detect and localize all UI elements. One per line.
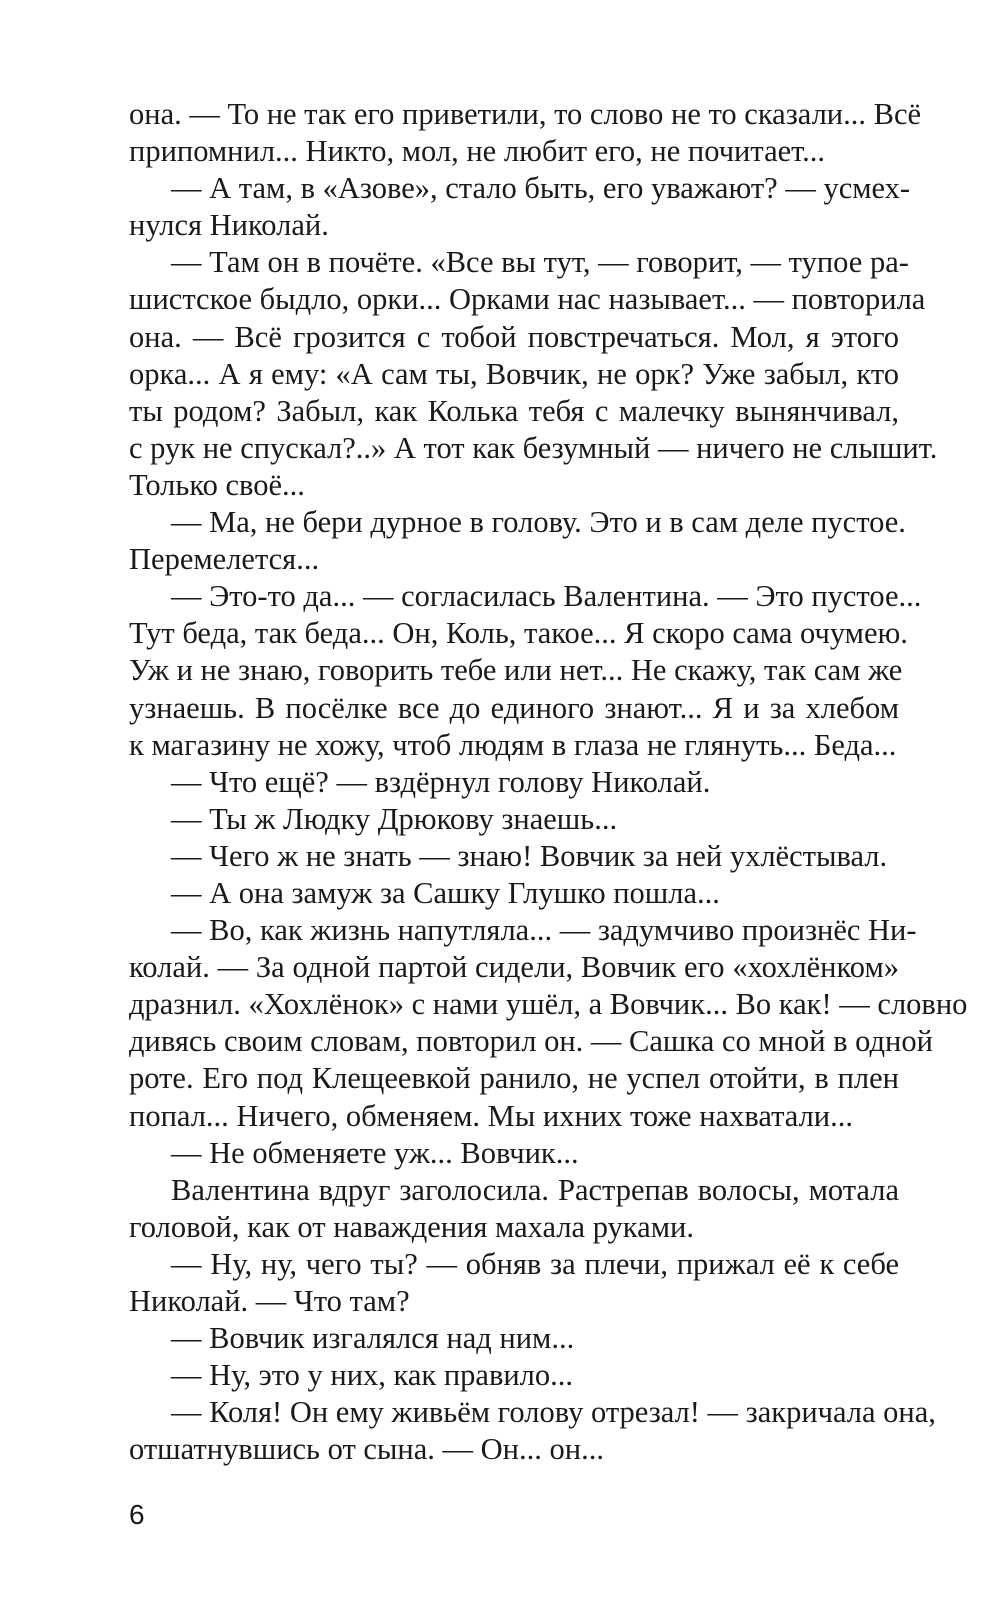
text-line: — Не обменяете уж... Вовчик...: [171, 1135, 579, 1170]
text-line: к магазину не хожу, чтоб людям в глаза не глянуть... Беда...: [129, 727, 897, 762]
text-line: орка... А я ему: «А сам ты, Вовчик, не орк? Уже забыл, кто: [129, 356, 899, 391]
text-line: — Что ещё? — вздёрнул голову Николай.: [171, 764, 711, 799]
text-line: Перемелется...: [129, 542, 320, 577]
text-line: — Это-то да... — согласилась Валентина. — Это пустое...: [171, 579, 922, 614]
text-line: она. — То не так его приветили, то слово не то сказали... Всё: [129, 97, 922, 131]
body-text: [129, 96, 968, 1468]
text-line: колай. — За одной партой сидели, Вовчик его «хохлёнком»: [129, 950, 899, 985]
text-line: Николай. — Что там?: [129, 1284, 410, 1318]
text-line: узнаешь. В посёлке все до единого знают... Я и за хлебом: [129, 690, 899, 725]
text-line: — Коля! Он ему живьём голову отрезал! — закричала она,: [171, 1395, 936, 1430]
text-line: — Там он в почёте. «Все вы тут, — говорит, — тупое ра-: [171, 245, 909, 280]
text-line: Тут беда, так беда... Он, Коль, такое... Я скоро сама очумею.: [129, 616, 908, 651]
text-line: — Чего ж не знать — знаю! Вовчик за ней ухлёстывал.: [171, 838, 888, 873]
text-line: нулся Николай.: [129, 208, 329, 243]
text-line: Валентина вдруг заголосила. Растрепав волосы, мотала: [171, 1172, 899, 1207]
page-number: 6: [129, 1499, 145, 1530]
text-line: — Вовчик изгалялся над ним...: [171, 1321, 575, 1356]
text-line: попал... Ничего, обменяем. Мы ихних тоже нахватали...: [129, 1098, 854, 1133]
text-line: головой, как от наваждения махала руками.: [129, 1209, 694, 1244]
text-line: дивясь своим словам, повторил он. — Сашка со мной в одной: [129, 1024, 933, 1059]
text-line: — А там, в «Азове», стало быть, его уважают? — усмех-: [171, 171, 911, 206]
text-line: шистское быдло, орки... Орками нас называет... — повторила: [129, 282, 926, 317]
text-line: припомнил... Никто, мол, не любит его, не почитает...: [129, 134, 826, 169]
text-line: она. — Всё грозится с тобой повстречаться. Мол, я этого: [129, 319, 899, 354]
text-line: — А она замуж за Сашку Глушко пошла...: [171, 875, 720, 910]
text-line: с рук не спускал?..» А тот как безумный — ничего не слышит.: [129, 430, 938, 465]
text-line: Уж и не знаю, говорить тебе или нет... Не скажу, так сам же: [129, 653, 903, 688]
text-line: — Ты ж Людку Дрюкову знаешь...: [171, 801, 618, 836]
text-line: — Ну, ну, чего ты? — обняв за плечи, прижал её к себе: [171, 1246, 899, 1281]
text-line: Только своё...: [129, 467, 305, 502]
text-line: отшатнувшись от сына. — Он... он...: [129, 1432, 604, 1467]
text-line: ты родом? Забыл, как Колька тебя с малечку вынянчивал,: [129, 393, 899, 428]
text-line: роте. Его под Клещеевкой ранило, не успел отойти, в плен: [129, 1061, 899, 1096]
text-line: дразнил. «Хохлёнок» с нами ушёл, а Вовчик... Во как! — словно: [129, 987, 968, 1022]
text-line: — Во, как жизнь напутляла... — задумчиво произнёс Ни-: [171, 913, 917, 948]
text-line: — Ну, это у них, как правило...: [171, 1358, 574, 1393]
text-line: — Ма, не бери дурное в голову. Это и в сам деле пустое.: [171, 505, 906, 540]
